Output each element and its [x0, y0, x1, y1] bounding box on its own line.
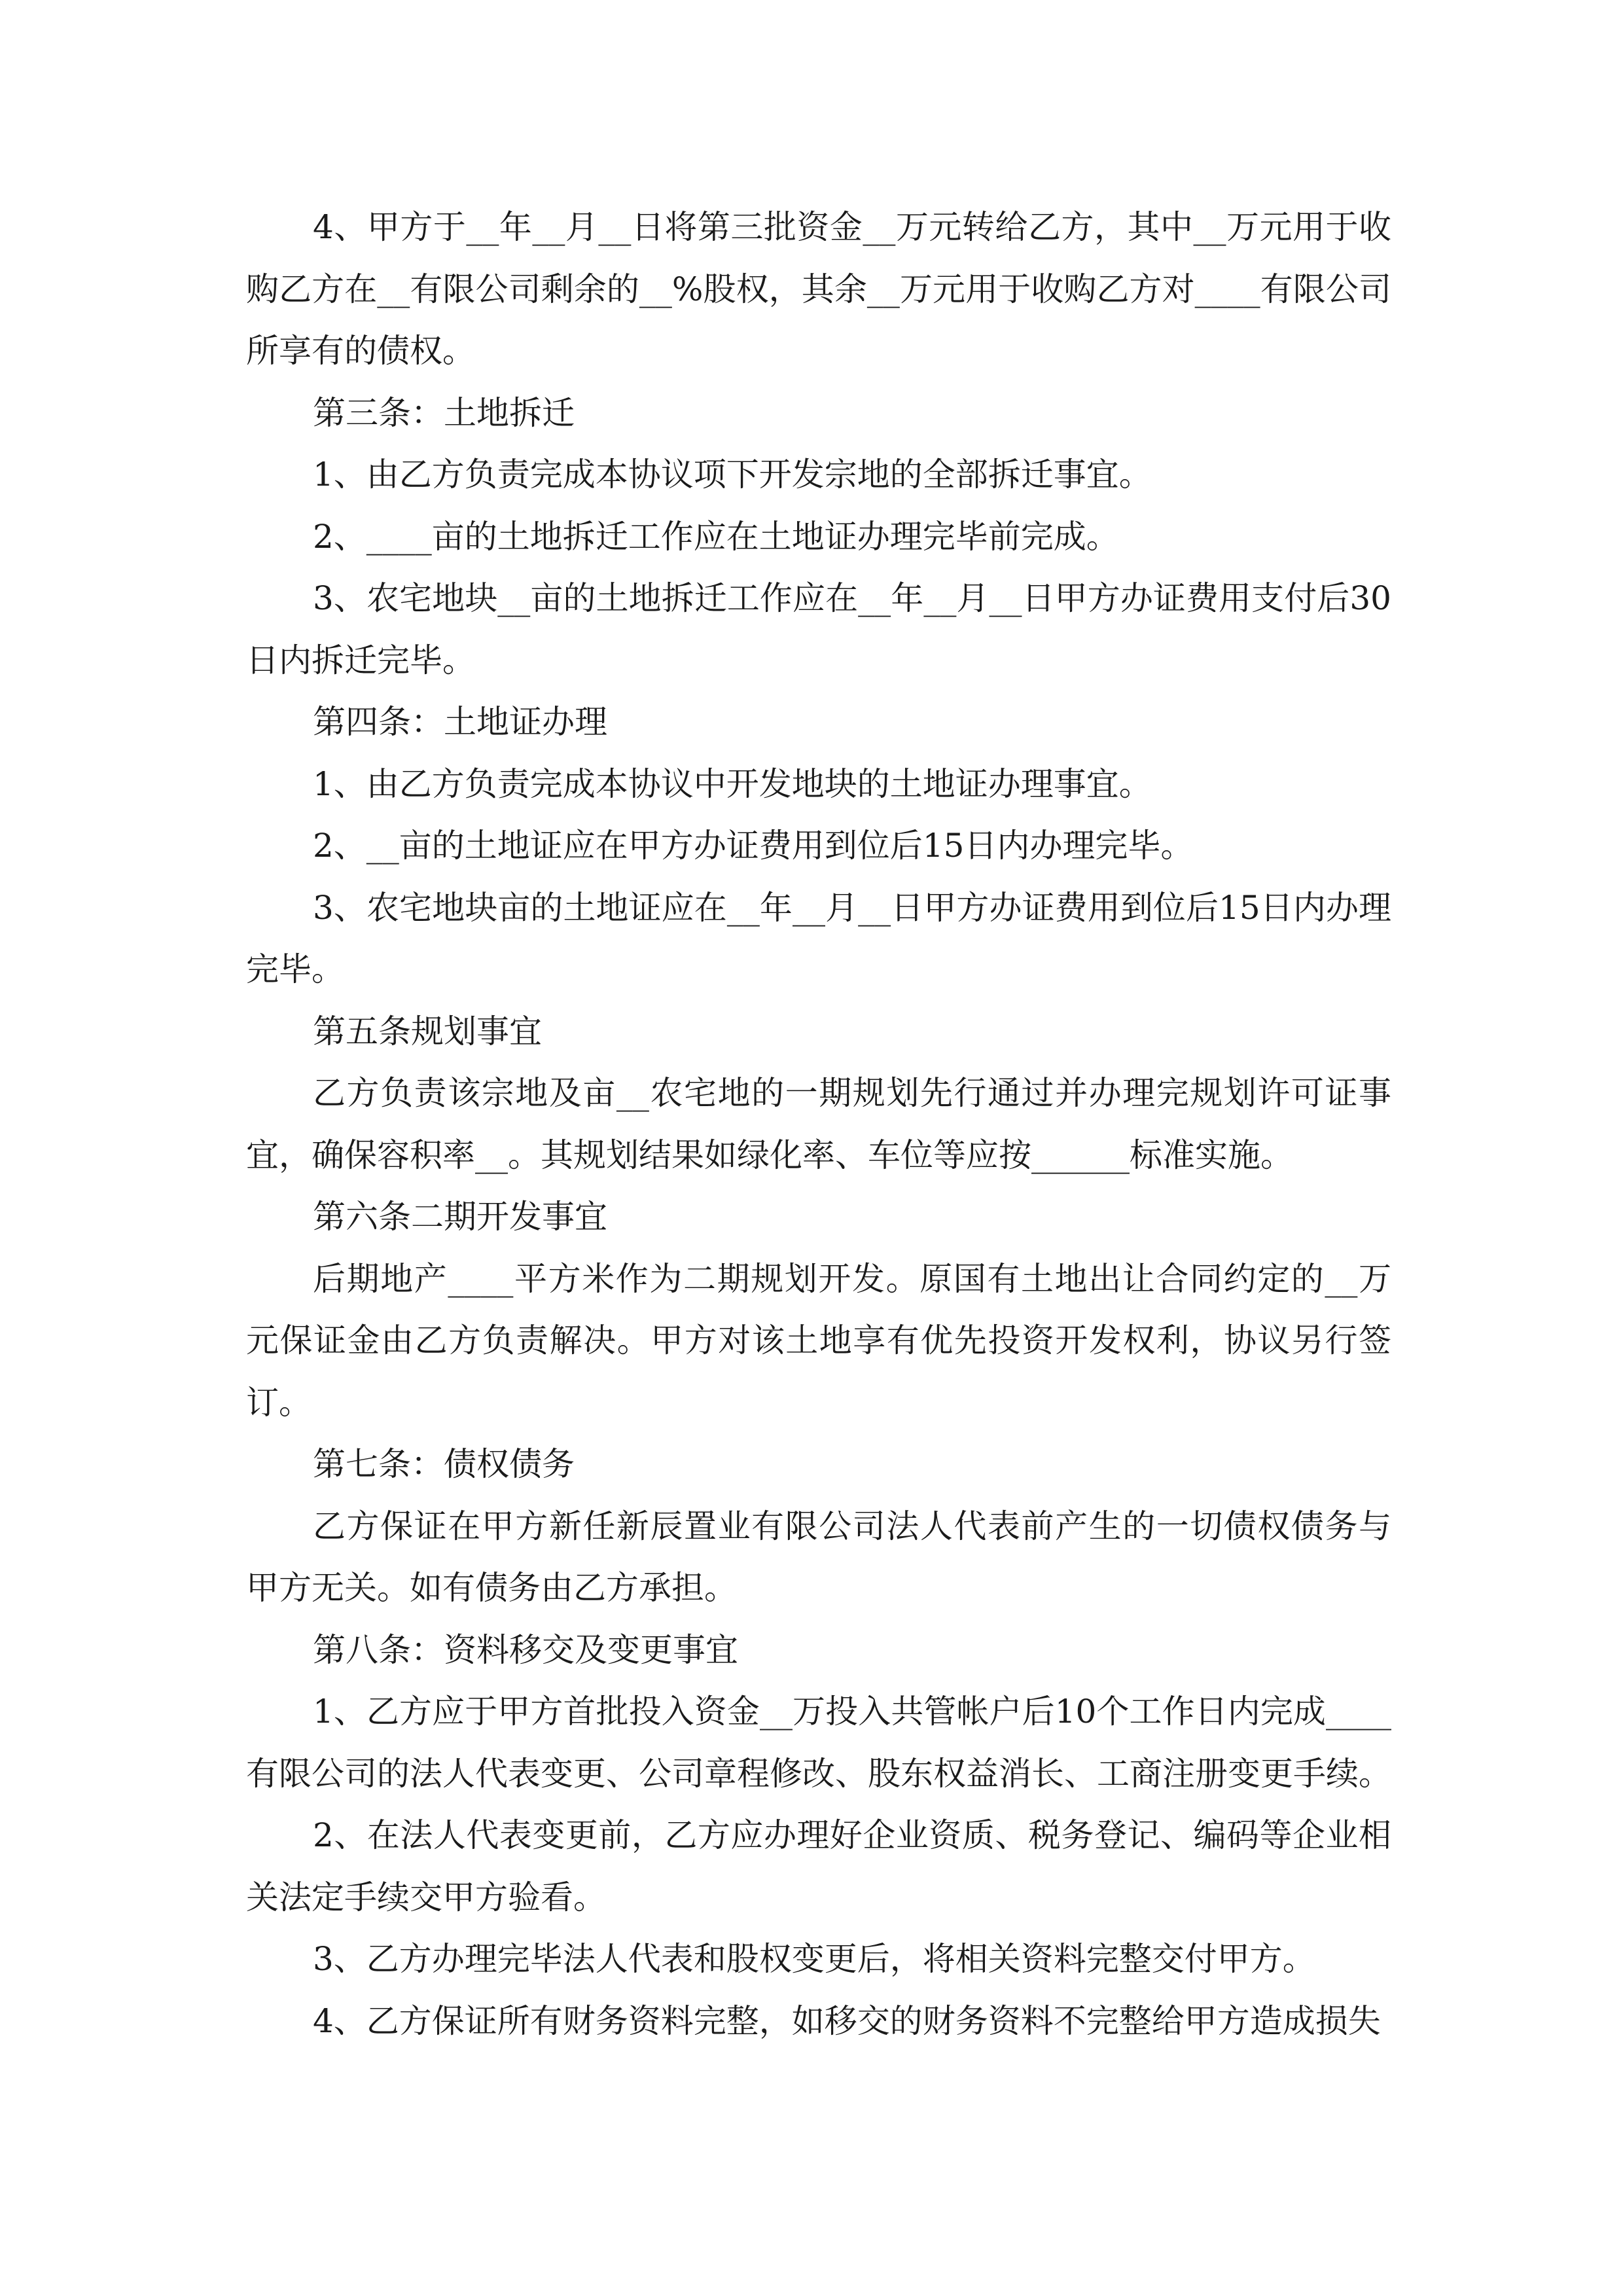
clause-paragraph: 乙方保证在甲方新任新辰置业有限公司法人代表前产生的一切债权债务与甲方无关。如有债务由乙方承担。	[246, 1507, 1391, 1607]
clause-paragraph: 3、乙方办理完毕法人代表和股权变更后，将相关资料完整交付甲方。	[313, 1940, 1315, 1978]
section-heading: 第六条二期开发事宜	[313, 1198, 607, 1236]
clause-paragraph: 4、甲方于__年__月__日将第三批资金__万元转给乙方，其中__万元用于收购乙方在__有限公司剩余的__%股权，其余__万元用于收购乙方对____有限公司所享有的债权。	[246, 208, 1391, 370]
clause-paragraph: 后期地产____平方米作为二期规划开发。原国有土地出让合同约定的__万元保证金由乙方负责解决。甲方对该土地享有优先投资开发权利，协议另行签订。	[246, 1259, 1391, 1422]
section-heading: 第四条：土地证办理	[313, 703, 607, 741]
clause-paragraph: 1、乙方应于甲方首批投入资金__万投入共管帐户后10个工作日内完成____有限公司的法人代表变更、公司章程修改、股东权益消长、工商注册变更手续。	[246, 1693, 1391, 1793]
clause-paragraph: 2、__亩的土地证应在甲方办证费用到位后15日内办理完毕。	[313, 827, 1194, 865]
clause-paragraph: 2、在法人代表变更前，乙方应办理好企业资质、税务登记、编码等企业相关法定手续交甲方验看。	[246, 1816, 1391, 1916]
section-heading: 第五条规划事宜	[313, 1012, 542, 1050]
section-heading: 第八条：资料移交及变更事宜	[313, 1630, 738, 1669]
clause-paragraph: 3、农宅地块__亩的土地拆迁工作应在__年__月__日甲方办证费用支付后30日内拆迁完毕。	[246, 579, 1391, 679]
clause-paragraph: 1、由乙方负责完成本协议项下开发宗地的全部拆迁事宜。	[313, 456, 1152, 493]
document-body	[246, 196, 1391, 2052]
clause-paragraph: 4、乙方保证所有财务资料完整，如移交的财务资料不完整给甲方造成损失	[313, 2001, 1381, 2040]
section-heading: 第七条：债权债务	[313, 1445, 575, 1483]
clause-paragraph: 3、农宅地块亩的土地证应在__年__月__日甲方办证费用到位后15日内办理完毕。	[246, 888, 1391, 988]
clause-paragraph: 乙方负责该宗地及亩__农宅地的一期规划先行通过并办理完规划许可证事宜，确保容积率__。其规划结果如绿化率、车位等应按______标准实施。	[246, 1074, 1391, 1174]
clause-paragraph: 2、____亩的土地拆迁工作应在土地证办理完毕前完成。	[313, 517, 1119, 556]
section-heading: 第三条：土地拆迁	[313, 393, 575, 432]
clause-paragraph: 1、由乙方负责完成本协议中开发地块的土地证办理事宜。	[313, 764, 1152, 803]
